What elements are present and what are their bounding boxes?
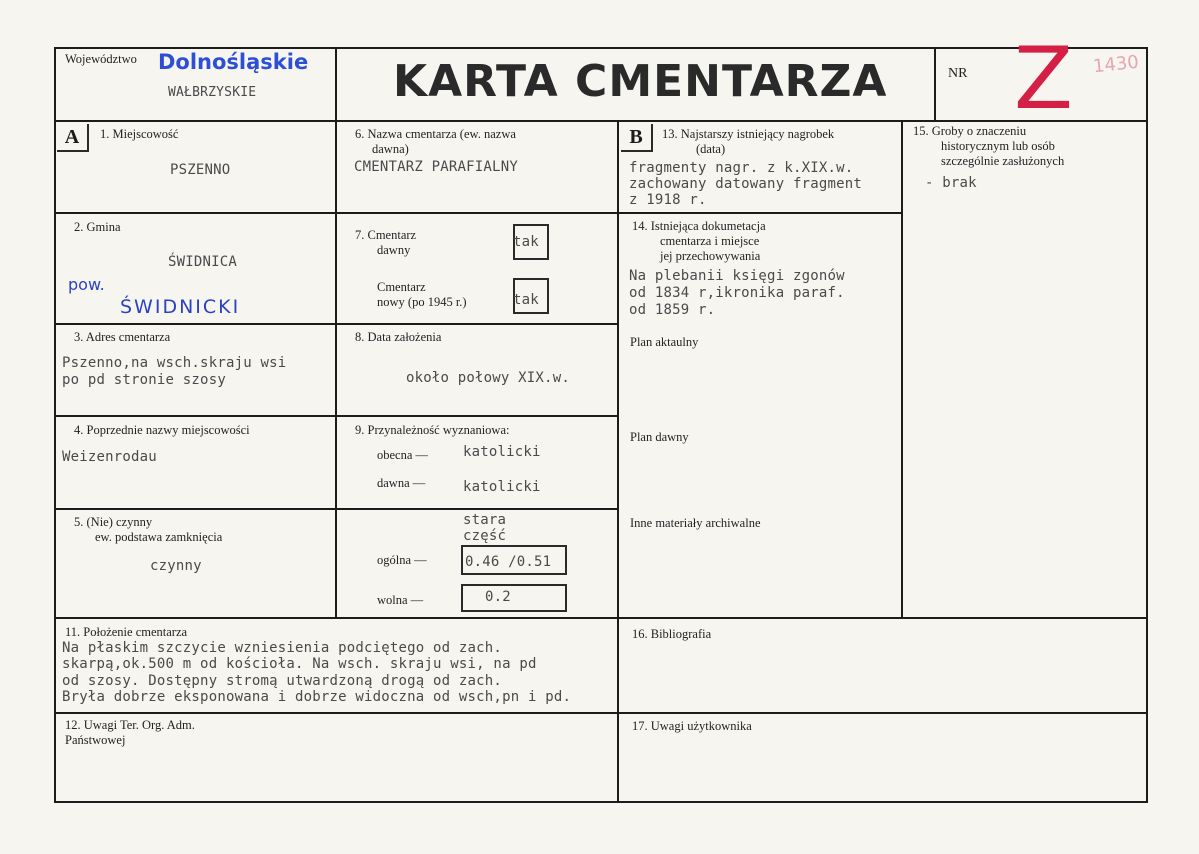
field-1-value: PSZENNO xyxy=(170,162,231,178)
field-11-line2: skarpą,ok.500 m od kościoła. Na wsch. skraju wsi, na pd xyxy=(62,656,537,672)
field-14-line2: od 1834 r,ikronika paraf. xyxy=(629,285,845,301)
field-4-value: Weizenrodau xyxy=(62,449,157,465)
field-10-wolna-label: wolna — xyxy=(377,593,424,607)
plan-dawny-label: Plan dawny xyxy=(630,430,689,444)
row-line xyxy=(55,212,337,214)
header-divider xyxy=(55,120,1148,122)
row-line xyxy=(55,323,337,325)
row-line xyxy=(337,415,619,417)
field-9-obecna-label: obecna — xyxy=(377,448,429,462)
row-line xyxy=(337,323,619,325)
field-9-dawna-label: dawna — xyxy=(377,476,426,490)
field-11-line1: Na płaskim szczycie wzniesienia podciętego od zach. xyxy=(62,640,503,656)
field-10-czesc: część xyxy=(463,528,507,544)
field-15-sublabel2: historycznym lub osób xyxy=(941,139,1055,153)
row-line xyxy=(55,508,337,510)
row-line xyxy=(337,212,619,214)
row-line xyxy=(619,212,903,214)
field-2-label: 2. Gmina xyxy=(74,220,121,234)
field-13-label: 13. Najstarszy istniejący nagrobek xyxy=(662,127,835,141)
nr-label: NR xyxy=(948,66,968,81)
border-bottom xyxy=(55,801,1148,803)
field-4-label: 4. Poprzednie nazwy miejscowości xyxy=(74,423,250,437)
row-line xyxy=(55,415,337,417)
field-8-value: około połowy XIX.w. xyxy=(406,370,570,386)
page-title: KARTA CMENTARZA xyxy=(393,56,888,107)
field-15-value: - brak xyxy=(925,175,977,191)
field-9-dawna-value: katolicki xyxy=(463,479,541,495)
field-3-label: 3. Adres cmentarza xyxy=(74,330,171,344)
border-right xyxy=(1146,47,1148,803)
field-13-sublabel: (data) xyxy=(696,142,726,156)
field-10-wolna-value: 0.2 xyxy=(485,589,511,605)
field-10-ogolna-label: ogólna — xyxy=(377,553,427,567)
pow-label: pow. xyxy=(68,275,105,294)
field-1-label: 1. Miejscowość xyxy=(100,127,179,141)
field-9-label: 9. Przynależność wyznaniowa: xyxy=(355,423,510,437)
field-13-line3: z 1918 r. xyxy=(629,192,707,208)
col-b-left xyxy=(617,120,619,803)
inne-materialy-label: Inne materiały archiwalne xyxy=(630,516,761,530)
border-top xyxy=(55,47,1148,49)
field-10-ogolna-value: 0.46 /0.51 xyxy=(465,554,552,570)
section-b-letter: B xyxy=(621,124,653,152)
field-10-wolna-box xyxy=(461,584,567,612)
field-15-sublabel3: szczególnie zasłużonych xyxy=(941,154,1065,168)
field-14-label: 14. Istniejąca dokumetacja xyxy=(632,219,766,233)
nr-letter: Z xyxy=(1014,29,1073,129)
field-6-label: 6. Nazwa cmentarza (ew. nazwa xyxy=(355,127,516,141)
field-3-line1: Pszenno,na wsch.skraju wsi xyxy=(62,355,287,371)
field-13-line1: fragmenty nagr. z k.XIX.w. xyxy=(629,160,854,176)
field-14-sublabel2: cmentarza i miejsce xyxy=(660,234,760,248)
field-6-value: CMENTARZ PARAFIALNY xyxy=(354,159,518,175)
field-5-value: czynny xyxy=(150,558,202,574)
field-7-nowy-value: tak xyxy=(513,292,539,308)
field-6-sublabel: dawna) xyxy=(372,142,409,156)
field-14-sublabel3: jej przechowywania xyxy=(660,249,761,263)
field-14-line3: od 1859 r. xyxy=(629,302,716,318)
field-11-label: 11. Położenie cmentarza xyxy=(65,625,188,639)
col-a-right xyxy=(335,120,337,618)
col-15-left xyxy=(901,120,903,618)
field-17-label: 17. Uwagi użytkownika xyxy=(632,719,752,733)
field-7-nowy-label: Cmentarz xyxy=(377,280,426,294)
plan-aktualny-label: Plan aktaulny xyxy=(630,335,699,349)
field-12-sublabel: Państwowej xyxy=(65,733,126,747)
nr-small: 1430 xyxy=(1092,51,1140,78)
field-7-nowy: nowy (po 1945 r.) xyxy=(377,295,467,309)
section-a-letter: A xyxy=(57,124,89,152)
row-line xyxy=(337,508,619,510)
border-left xyxy=(54,47,56,803)
row-line xyxy=(55,617,1148,619)
field-16-label: 16. Bibliografia xyxy=(632,627,712,641)
field-7-dawny-value: tak xyxy=(513,234,539,250)
field-3-line2: po pd stronie szosy xyxy=(62,372,226,388)
row-line xyxy=(55,712,1148,714)
field-11-line3: od szosy. Dostępny stromą utwardzoną drogą od zach. xyxy=(62,673,503,689)
field-2-value: ŚWIDNICA xyxy=(168,254,238,270)
field-5-sublabel: ew. podstawa zamknięcia xyxy=(95,530,223,544)
wojewodztwo-label: Województwo xyxy=(65,52,137,66)
pow-value: ŚWIDNICKI xyxy=(120,296,241,318)
wojewodztwo-stamp: Dolnośląskie xyxy=(158,50,309,74)
field-9-obecna-value: katolicki xyxy=(463,444,541,460)
field-13-line2: zachowany datowany fragment xyxy=(629,176,862,192)
field-12-label: 12. Uwagi Ter. Org. Adm. xyxy=(65,718,195,732)
region-value: WAŁBRZYSKIE xyxy=(168,85,257,100)
field-5-label: 5. (Nie) czynny xyxy=(74,515,153,529)
field-10-stara: stara xyxy=(463,512,507,528)
field-7-dawny: dawny xyxy=(377,243,411,257)
field-11-line4: Bryła dobrze eksponowana i dobrze widoczna od wsch,pn i pd. xyxy=(62,689,572,705)
field-8-label: 8. Data założenia xyxy=(355,330,442,344)
header-col1 xyxy=(335,47,337,121)
field-14-line1: Na plebanii księgi zgonów xyxy=(629,268,845,284)
header-col2 xyxy=(934,47,936,121)
field-15-label: 15. Groby o znaczeniu xyxy=(913,124,1027,138)
field-7-label: 7. Cmentarz xyxy=(355,228,417,242)
